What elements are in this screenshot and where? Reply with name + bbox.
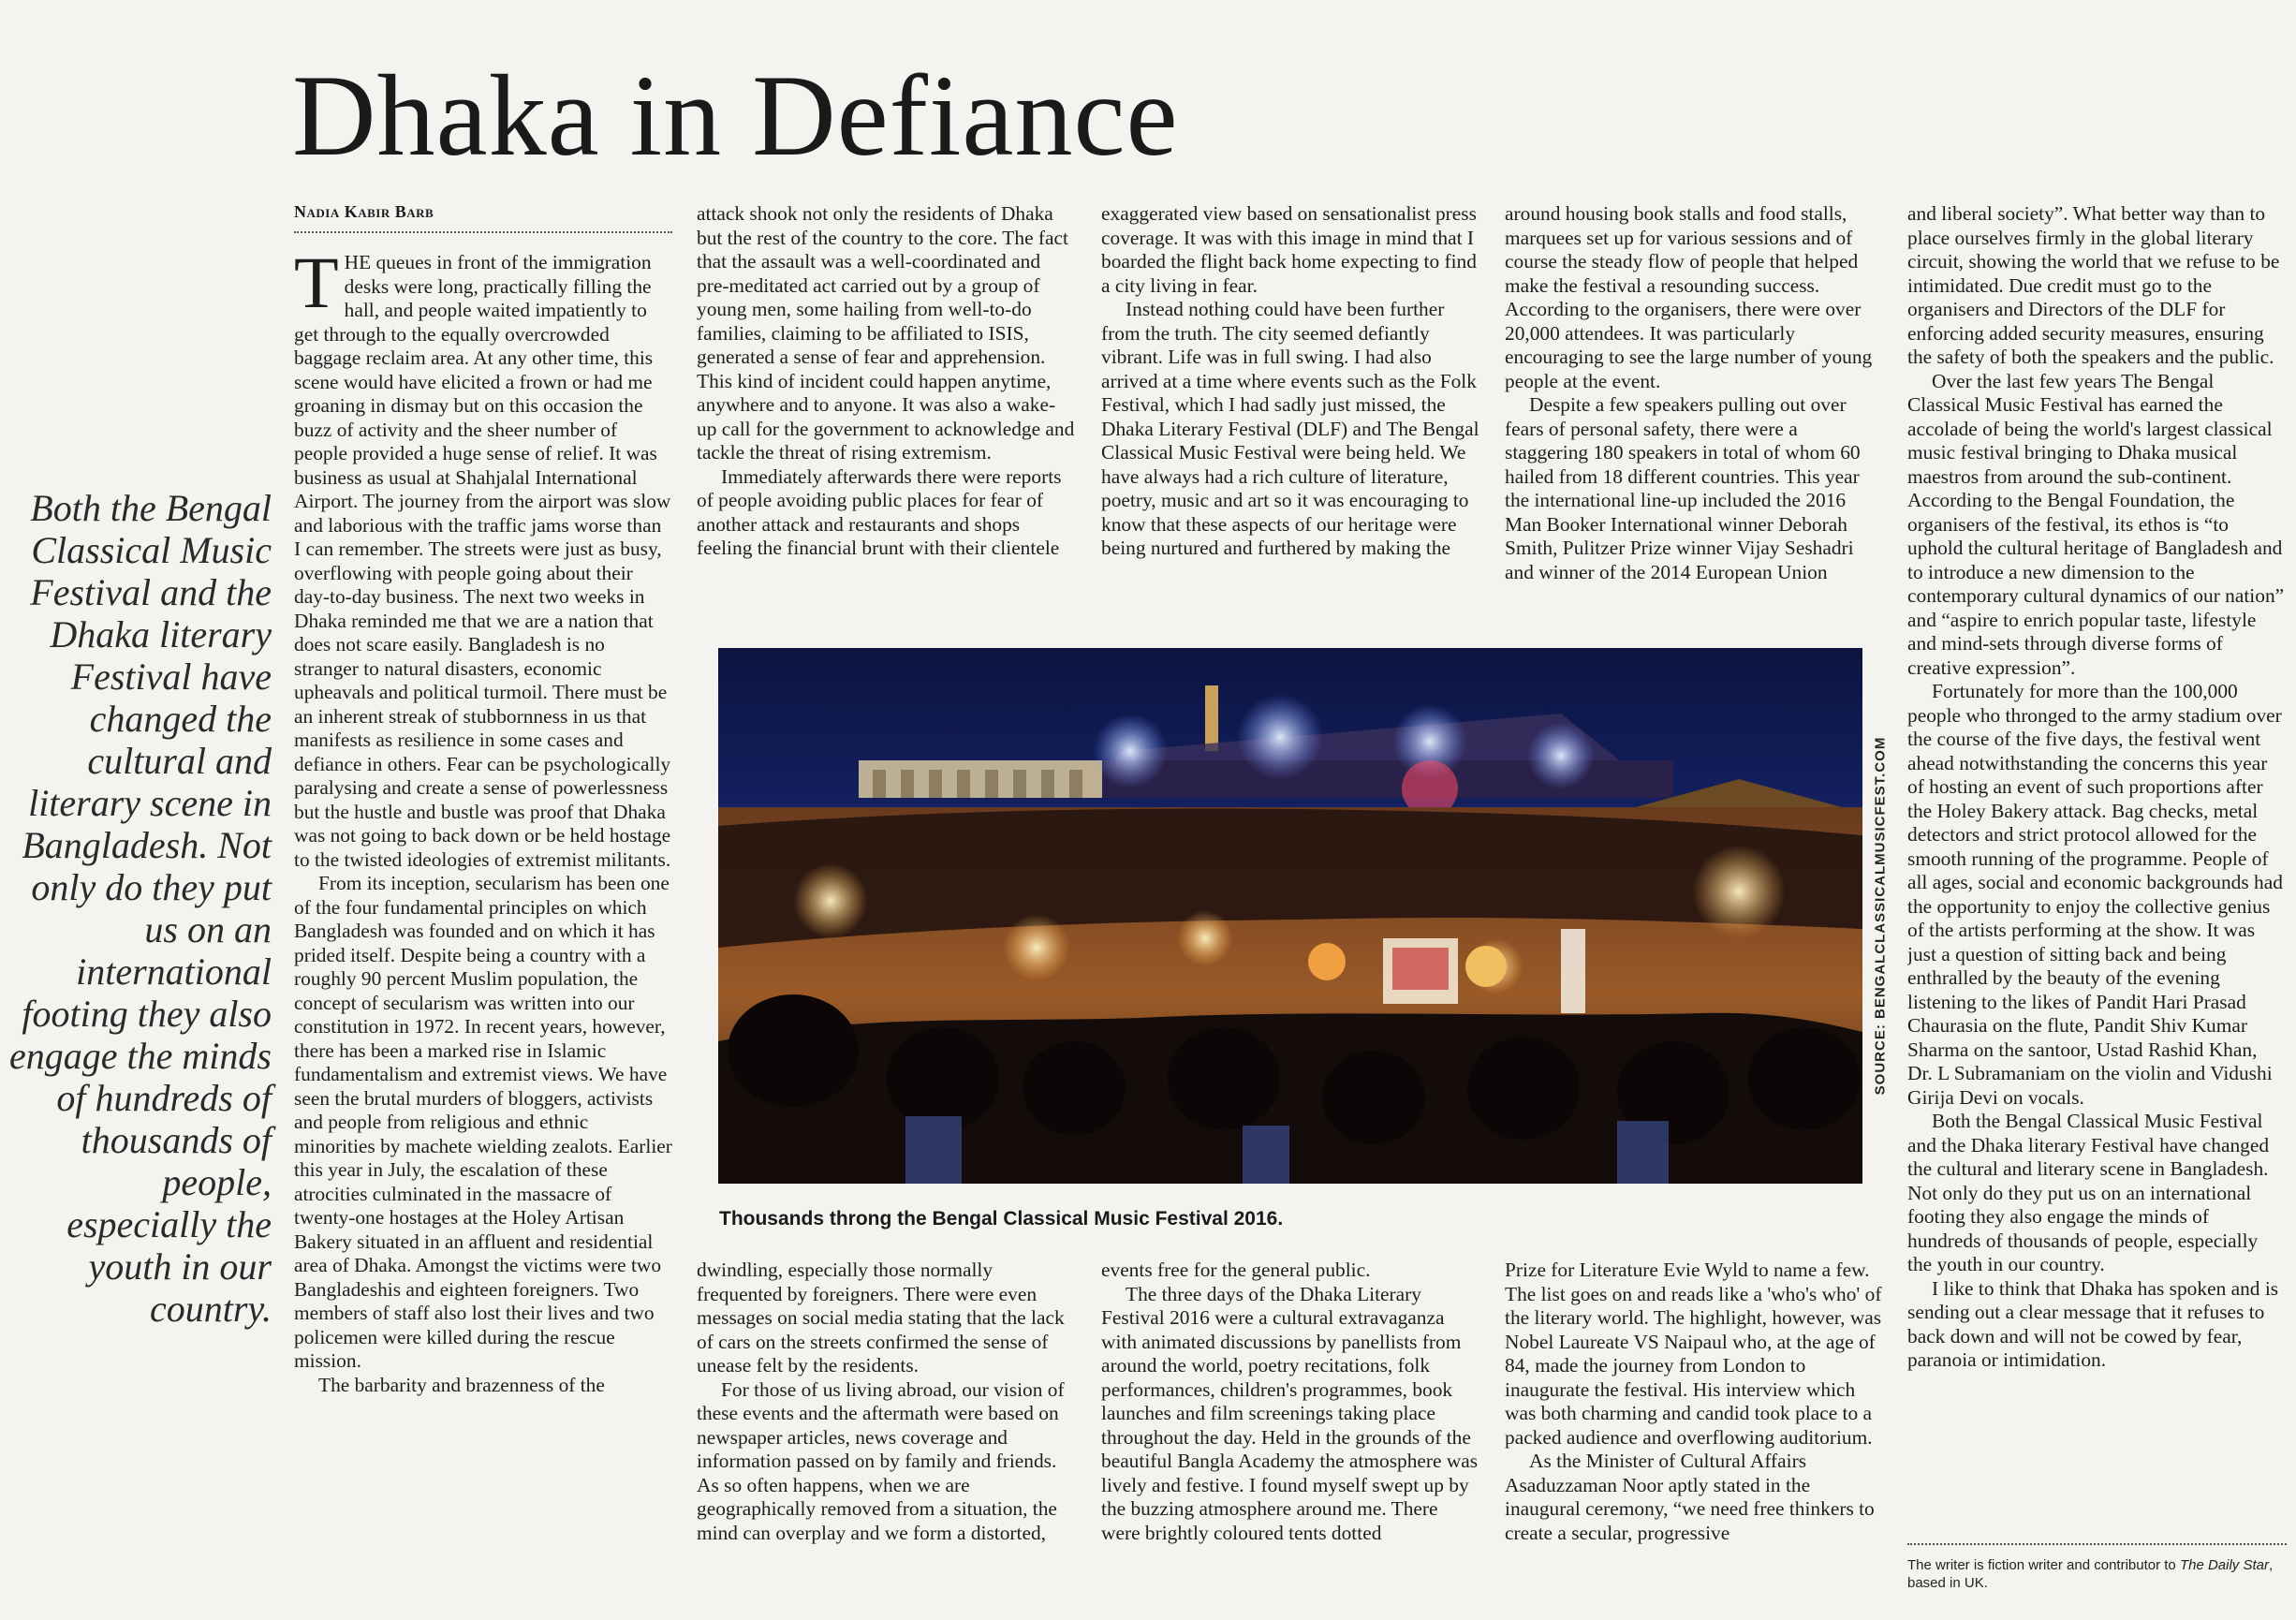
- paragraph: For those of us living abroad, our vision of these events and the aftermath were based on newspaper articles, news coverage and information passed on by family and friends. As so often happens, when we are geographically removed from a situation, the mind can overplay and we form a distorted,: [697, 1377, 1065, 1544]
- publication-name: The Daily Star: [2179, 1557, 2269, 1573]
- festival-crowd-image: [718, 648, 1862, 1184]
- article-column-3-bottom: [1101, 1259, 1479, 1598]
- photo-caption: Thousands throng the Bengal Classical Music Festival 2016.: [719, 1208, 1284, 1230]
- article-headline: Dhaka in Defiance: [292, 52, 1179, 180]
- paragraph: The three days of the Dhaka Literary Festival 2016 were a cultural extravaganza with animated discussions by panellists from around the world, poetry recitations, folk performances, children's programmes, book launches and film screenings taking place throughout the day. Held in the grounds of the beautiful Bangla Academy the atmosphere was lively and festive. I found myself swept up by the buzzing atmosphere around me. There were brightly coloured tents dotted: [1101, 1282, 1479, 1544]
- paragraph: From its inception, secularism has been one of the four fundamental principles on which Bangladesh was founded and on which it has prided itself. Despite being a country with a roughly 90 percent Muslim population, the concept of secularism was written into our constitution in 1972. In recent years, however, there has been a marked rise in Islamic fundamentalism and extremist views. We have seen the brutal murders of bloggers, activists and people from religious and ethnic minorities by machete wielding zealots. Earlier this year in July, the escalation of these atrocities culminated in the massacre of twenty-one hostages at the Holey Artisan Bakery situated in an affluent and residential area of Dhaka. Amongst the victims were two Bangladeshis and eighteen foreigners. Two members of staff also lost their lives and two policemen were killed during the rescue mission.: [294, 872, 672, 1372]
- article-column-4-top: [1505, 202, 1883, 637]
- paragraph: exaggerated view based on sensationalist press coverage. It was with this image in mind that I boarded the flight back home expecting to find a city living in fear.: [1101, 202, 1477, 297]
- opening-paragraph: THE queues in front of the immigration desks were long, practically filling the hall, and people waited impatiently to get through to the equally overcrowded baggage reclaim area. At any other time, this scene would have elicited a frown or had me groaning in dismay but on this occasion the buzz of activity and the sheer number of people provided a huge sense of relief. It was business as usual at Shahjalal International Airport. The journey from the airport was slow and laborious with the traffic jams worse than I can remember. The streets were just as busy, overflowing with people going about their day-to-day business. The next two weeks in Dhaka reminded me that we are a nation that does not scare easily. Bangladesh is no stranger to natural disasters, economic upheavals and political turmoil. There must be an inherent streak of stubbornness in us that manifests as resilience in some cases and defiance in others. Fear can be psychologically paralysing and create a sense of powerlessness but the hustle and bustle was proof that Dhaka was not going to back down or be held hostage to the twisted ideologies of extremist militants.: [294, 251, 671, 871]
- photo-credit: SOURCE: BENGALCLASSICALMUSICFEST.COM: [1872, 736, 1889, 1096]
- paragraph: Fortunately for more than the 100,000 people who thronged to the army stadium over the course of the five days, the festival went ahead notwithstanding the concerns this year of hosting an event of such proportions after the Holey Bakery attack. Bag checks, metal detectors and strict protocol allowed for the smooth running of the programme. People of all ages, social and economic backgrounds had the opportunity to enjoy the collective genius of the artists performing at the show. It was just a question of sitting back and being enthralled by the beauty of the evening listening to the likes of Pandit Hari Prasad Chaurasia on the flute, Pandit Shiv Kumar Sharma on the santoor, Ustad Rashid Khan, Dr. L Subramaniam on the violin and Vidushi Girija Devi on vocals.: [1907, 680, 2283, 1109]
- article-column-4-bottom: [1505, 1259, 1883, 1598]
- article-column-3-top: [1101, 202, 1479, 637]
- paragraph: around housing book stalls and food stalls, marquees set up for various sessions and of course the steady flow of people that helped make the festival a resounding success. According to the organisers, there were over 20,000 attendees. It was particularly encouraging to see the large number of young people at the event.: [1505, 202, 1873, 392]
- paragraph: The barbarity and brazenness of the: [318, 1373, 605, 1396]
- paragraph: As the Minister of Cultural Affairs Asaduzzaman Noor aptly stated in the inaugural ceremony, “we need free thinkers to create a secular, progressive: [1505, 1450, 1875, 1544]
- paragraph: Over the last few years The Bengal Classical Music Festival has earned the accolade of being the world's largest classical music festival bringing to Dhaka musical maestros from around the sub-continent. According to the Bengal Foundation, the organisers of the festival, its ethos is “to uphold the cultural heritage of Bangladesh and to introduce a new dimension to the contemporary cultural dynamics of our nation” and “aspire to enrich popular taste, lifestyle and mind-sets through diverse forms of creative expression”.: [1907, 369, 2285, 679]
- paragraph: and liberal society”. What better way than to place ourselves firmly in the global literary circuit, showing the world that we refuse to be intimidated. Due credit must go to the organisers and Directors of the DLF for enforcing added security measures, ensuring the safety of both the speakers and the public.: [1907, 202, 2280, 368]
- paragraph: attack shook not only the residents of Dhaka but the rest of the country to the core. The fact that the assault was a well-coordinated and pre-meditated act carried out by a group of young men, some hailing from well-to-do families, claiming to be affiliated to ISIS, generated a sense of fear and apprehension. This kind of incident could happen anytime, anywhere and to anyone. It was also a wake-up call for the government to acknowledge and tackle the threat of rising extremism.: [697, 202, 1075, 464]
- paragraph: dwindling, especially those normally frequented by foreigners. There were even messages on social media stating that the lack of cars on the streets confirmed the sense of unease felt by the residents.: [697, 1259, 1065, 1377]
- paragraph: I like to think that Dhaka has spoken and is sending out a clear message that it refuses to back down and will not be cowed by fear, paranoia or intimidation.: [1907, 1276, 2279, 1371]
- paragraph: Despite a few speakers pulling out over fears of personal safety, there were a staggering 180 speakers in total of whom 60 hailed from 18 different countries. This year the international line-up included the 2016 Man Booker International winner Deborah Smith, Pulitzer Prize winner Vijay Seshadri and winner of the 2014 European Union: [1505, 393, 1861, 583]
- paragraph: Prize for Literature Evie Wyld to name a few. The list goes on and reads like a 'who's who' of the literary world. The highlight, however, was Nobel Laureate VS Naipaul who, at the age of 84, made the journey from London to inaugurate the festival. His interview which was both charming and candid took place to a packed audience and overflowing auditorium.: [1505, 1259, 1882, 1449]
- author-note: The writer is fiction writer and contributor to The Daily Star, based in UK.: [1907, 1543, 2287, 1592]
- article-column-2-top: [697, 202, 1075, 637]
- drop-cap: T: [294, 251, 339, 323]
- article-column-2-bottom: [697, 1259, 1075, 1598]
- pull-quote: Both the Bengal Classical Music Festival and the Dhaka literary Festival have changed the cultural and literary scene in Bangladesh. Not only do they put us on an international footing they also engage the minds of hundreds of thousands of people, especially the youth in our country.: [9, 487, 272, 1330]
- paragraph: Instead nothing could have been further from the truth. The city seemed defiantly vibrant. Life was in full swing. I had also arrived at a time where events such as the Folk Festival, which I had sadly just missed, the Dhaka Literary Festival (DLF) and The Bengal Classical Music Festival were being held. We have always had a rich culture of literature, poetry, music and art so it was encouraging to know that these aspects of our heritage were being nurtured and furthered by making the: [1101, 298, 1479, 559]
- article-column-5: [1907, 202, 2286, 1532]
- article-column-1: [294, 251, 672, 1598]
- paragraph: Both the Bengal Classical Music Festival and the Dhaka literary Festival have changed the cultural and literary scene in Bangladesh. Not only do they put us on an international footing they also engage the minds of hundreds of thousands of people, especially the youth in our country.: [1907, 1110, 2270, 1275]
- paragraph: Immediately afterwards there were reports of people avoiding public places for fear of another attack and restaurants and shops feeling the financial brunt with their clientele: [697, 464, 1062, 559]
- festival-photo: [718, 648, 1862, 1184]
- byline: Nadia Kabir Barb: [294, 202, 672, 233]
- paragraph: events free for the general public.: [1101, 1259, 1371, 1281]
